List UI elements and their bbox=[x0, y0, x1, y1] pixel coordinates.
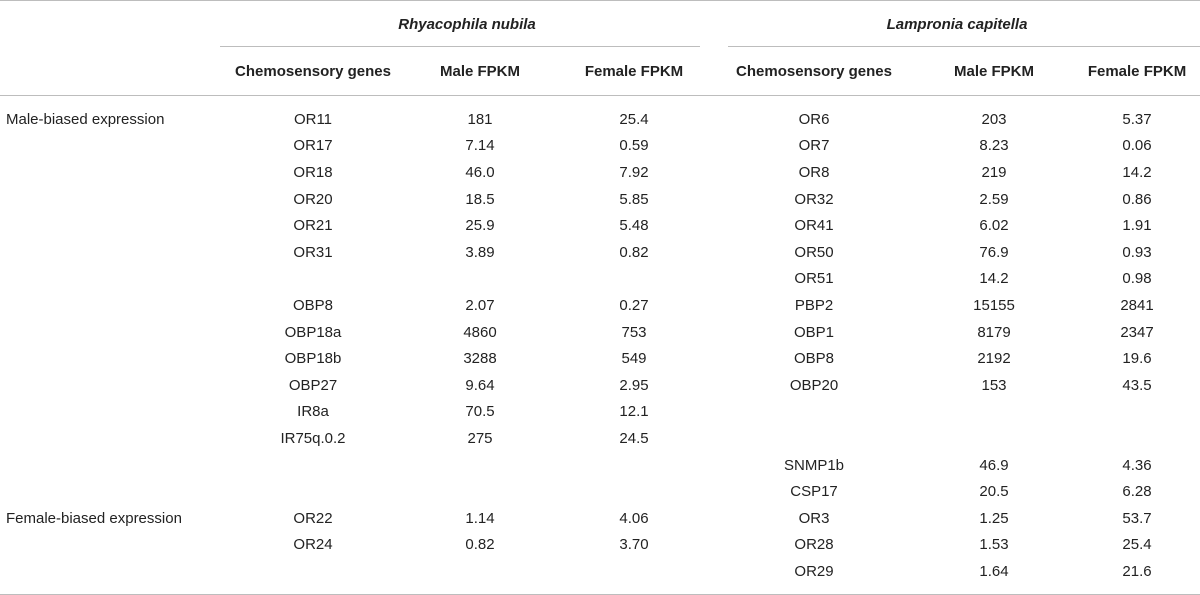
left-male-fpkm: 18.5 bbox=[465, 190, 495, 208]
left-gene: OR21 bbox=[293, 217, 333, 235]
right-male-fpkm: 76.9 bbox=[979, 243, 1009, 261]
row-label bbox=[0, 292, 220, 319]
table-row bbox=[0, 345, 1200, 372]
left-female-fpkm: 5.48 bbox=[619, 217, 649, 235]
right-gene: OR32 bbox=[794, 190, 834, 208]
row-label bbox=[0, 452, 220, 479]
left-male-fpkm: 9.64 bbox=[465, 376, 495, 394]
left-male-fpkm: 0.82 bbox=[465, 536, 495, 554]
table-row bbox=[0, 266, 1200, 293]
right-gene: OR3 bbox=[798, 509, 830, 527]
row-label bbox=[0, 159, 220, 186]
right-female-fpkm: 2841 bbox=[1120, 296, 1154, 314]
left-gene: OR22 bbox=[293, 509, 333, 527]
right-female-fpkm: 25.4 bbox=[1122, 536, 1152, 554]
right-gene bbox=[714, 399, 914, 426]
table-row bbox=[0, 212, 1200, 239]
header-left-genes: Chemosensory genes bbox=[220, 47, 406, 96]
left-male-fpkm bbox=[406, 266, 554, 293]
right-male-fpkm: 6.02 bbox=[979, 217, 1009, 235]
row-label bbox=[0, 186, 220, 213]
column-header-row bbox=[0, 47, 1200, 96]
right-female-fpkm: 53.7 bbox=[1122, 509, 1152, 527]
right-male-fpkm bbox=[914, 399, 1074, 426]
left-female-fpkm bbox=[554, 478, 714, 505]
row-label: Female-biased expression bbox=[6, 509, 182, 527]
row-label bbox=[0, 372, 220, 399]
table-row bbox=[0, 532, 1200, 559]
right-gene: OBP20 bbox=[789, 376, 839, 394]
header-left-female: Female FPKM bbox=[554, 47, 714, 96]
left-female-fpkm: 2.95 bbox=[619, 376, 649, 394]
row-label bbox=[0, 212, 220, 239]
right-gene: OR28 bbox=[794, 536, 834, 554]
right-male-fpkm: 8.23 bbox=[979, 137, 1009, 155]
left-gene: OBP27 bbox=[288, 376, 338, 394]
right-female-fpkm: 5.37 bbox=[1122, 110, 1152, 128]
right-male-fpkm: 1.25 bbox=[979, 509, 1009, 527]
header-right-female: Female FPKM bbox=[1074, 47, 1200, 96]
row-label bbox=[0, 345, 220, 372]
left-gene bbox=[220, 266, 406, 293]
left-female-fpkm: 4.06 bbox=[619, 509, 649, 527]
left-male-fpkm: 7.14 bbox=[465, 137, 495, 155]
left-gene: OBP18a bbox=[284, 323, 342, 341]
right-male-fpkm: 14.2 bbox=[979, 270, 1009, 288]
left-male-fpkm: 3.89 bbox=[465, 243, 495, 261]
right-male-fpkm bbox=[914, 425, 1074, 452]
left-male-fpkm bbox=[406, 452, 554, 479]
left-gene: IR8a bbox=[297, 403, 329, 421]
right-female-fpkm: 14.2 bbox=[1122, 163, 1152, 181]
right-female-fpkm: 1.91 bbox=[1122, 217, 1152, 235]
header-right-male: Male FPKM bbox=[914, 47, 1074, 96]
table-bottom-rule bbox=[0, 585, 1200, 595]
row-label bbox=[0, 399, 220, 426]
left-gene: OR20 bbox=[293, 190, 333, 208]
left-female-fpkm: 0.59 bbox=[619, 137, 649, 155]
species-left-title: Rhyacophila nubila bbox=[220, 1, 714, 48]
left-male-fpkm: 2.07 bbox=[465, 296, 495, 314]
right-male-fpkm: 8179 bbox=[977, 323, 1011, 341]
left-gene bbox=[220, 478, 406, 505]
right-female-fpkm: 0.93 bbox=[1122, 243, 1152, 261]
left-gene: OR17 bbox=[293, 137, 333, 155]
right-male-fpkm: 15155 bbox=[973, 296, 1015, 314]
table-row bbox=[0, 478, 1200, 505]
left-female-fpkm: 0.82 bbox=[619, 243, 649, 261]
left-female-fpkm: 5.85 bbox=[619, 190, 649, 208]
left-female-fpkm: 0.27 bbox=[619, 296, 649, 314]
left-male-fpkm: 1.14 bbox=[465, 509, 495, 527]
right-female-fpkm bbox=[1074, 425, 1200, 452]
row-label bbox=[0, 266, 220, 293]
left-gene: OR31 bbox=[293, 243, 333, 261]
species-right-title: Lampronia capitella bbox=[714, 1, 1200, 48]
table-row bbox=[0, 399, 1200, 426]
left-female-fpkm: 24.5 bbox=[619, 429, 649, 447]
right-female-fpkm: 6.28 bbox=[1122, 483, 1152, 501]
table-row bbox=[0, 372, 1200, 399]
right-male-fpkm: 219 bbox=[981, 163, 1007, 181]
header-left-male: Male FPKM bbox=[406, 47, 554, 96]
left-male-fpkm: 3288 bbox=[463, 350, 497, 368]
left-female-fpkm: 7.92 bbox=[619, 163, 649, 181]
right-gene: OR29 bbox=[794, 562, 834, 580]
header-spacer bbox=[0, 96, 1200, 107]
left-female-fpkm: 753 bbox=[621, 323, 647, 341]
left-gene: OR24 bbox=[293, 536, 333, 554]
left-gene bbox=[220, 452, 406, 479]
table-row bbox=[0, 159, 1200, 186]
right-female-fpkm: 43.5 bbox=[1122, 376, 1152, 394]
table-row bbox=[0, 133, 1200, 160]
right-gene: SNMP1b bbox=[783, 456, 845, 474]
left-gene: OBP18b bbox=[284, 350, 342, 368]
table-row bbox=[0, 425, 1200, 452]
left-female-fpkm: 3.70 bbox=[619, 536, 649, 554]
table-row bbox=[0, 186, 1200, 213]
left-male-fpkm: 275 bbox=[467, 429, 493, 447]
table-row bbox=[0, 319, 1200, 346]
right-male-fpkm: 20.5 bbox=[979, 483, 1009, 501]
right-female-fpkm bbox=[1074, 399, 1200, 426]
right-gene: OR8 bbox=[798, 163, 830, 181]
right-gene: CSP17 bbox=[790, 483, 838, 501]
row-label bbox=[0, 425, 220, 452]
right-male-fpkm: 1.64 bbox=[979, 562, 1009, 580]
left-male-fpkm bbox=[406, 478, 554, 505]
right-male-fpkm: 203 bbox=[981, 110, 1007, 128]
right-male-fpkm: 2192 bbox=[977, 350, 1011, 368]
left-female-fpkm bbox=[554, 558, 714, 585]
left-male-fpkm: 46.0 bbox=[465, 163, 495, 181]
table-row bbox=[0, 505, 1200, 532]
table-row bbox=[0, 292, 1200, 319]
right-gene: OR41 bbox=[794, 217, 834, 235]
right-female-fpkm: 2347 bbox=[1120, 323, 1154, 341]
row-label bbox=[0, 558, 220, 585]
species-header-row bbox=[0, 1, 1200, 48]
right-male-fpkm: 153 bbox=[981, 376, 1007, 394]
row-label bbox=[0, 133, 220, 160]
left-female-fpkm: 12.1 bbox=[619, 403, 649, 421]
row-label bbox=[0, 319, 220, 346]
right-gene: OR7 bbox=[798, 137, 830, 155]
left-female-fpkm: 25.4 bbox=[619, 110, 649, 128]
left-gene bbox=[220, 558, 406, 585]
right-female-fpkm: 19.6 bbox=[1122, 350, 1152, 368]
left-male-fpkm: 25.9 bbox=[465, 217, 495, 235]
table-row bbox=[0, 106, 1200, 133]
right-male-fpkm: 1.53 bbox=[979, 536, 1009, 554]
right-female-fpkm: 0.06 bbox=[1122, 137, 1152, 155]
left-gene: OR18 bbox=[293, 163, 333, 181]
left-male-fpkm: 70.5 bbox=[465, 403, 495, 421]
header-right-genes: Chemosensory genes bbox=[714, 47, 914, 96]
right-male-fpkm: 46.9 bbox=[979, 456, 1009, 474]
table-row bbox=[0, 452, 1200, 479]
species-left-underline bbox=[220, 46, 700, 47]
left-female-fpkm: 549 bbox=[621, 350, 647, 368]
left-female-fpkm bbox=[554, 266, 714, 293]
right-female-fpkm: 0.86 bbox=[1122, 190, 1152, 208]
right-female-fpkm: 4.36 bbox=[1122, 456, 1152, 474]
left-gene: IR75q.0.2 bbox=[280, 429, 346, 447]
right-female-fpkm: 21.6 bbox=[1122, 562, 1152, 580]
row-label: Male-biased expression bbox=[6, 110, 165, 128]
left-male-fpkm: 4860 bbox=[463, 323, 497, 341]
right-gene: PBP2 bbox=[794, 296, 834, 314]
table-row bbox=[0, 239, 1200, 266]
right-gene bbox=[714, 425, 914, 452]
row-label bbox=[0, 532, 220, 559]
left-female-fpkm bbox=[554, 452, 714, 479]
left-gene: OBP8 bbox=[292, 296, 334, 314]
left-gene: OR11 bbox=[293, 110, 333, 128]
right-female-fpkm: 0.98 bbox=[1122, 270, 1152, 288]
right-gene: OR6 bbox=[798, 110, 830, 128]
left-male-fpkm bbox=[406, 558, 554, 585]
right-gene: OR51 bbox=[794, 270, 834, 288]
row-label bbox=[0, 239, 220, 266]
table-row bbox=[0, 558, 1200, 585]
left-male-fpkm: 181 bbox=[467, 110, 493, 128]
right-gene: OBP1 bbox=[793, 323, 835, 341]
species-right-underline bbox=[728, 46, 1200, 47]
right-male-fpkm: 2.59 bbox=[979, 190, 1009, 208]
right-gene: OBP8 bbox=[793, 350, 835, 368]
right-gene: OR50 bbox=[794, 243, 834, 261]
row-label bbox=[0, 478, 220, 505]
